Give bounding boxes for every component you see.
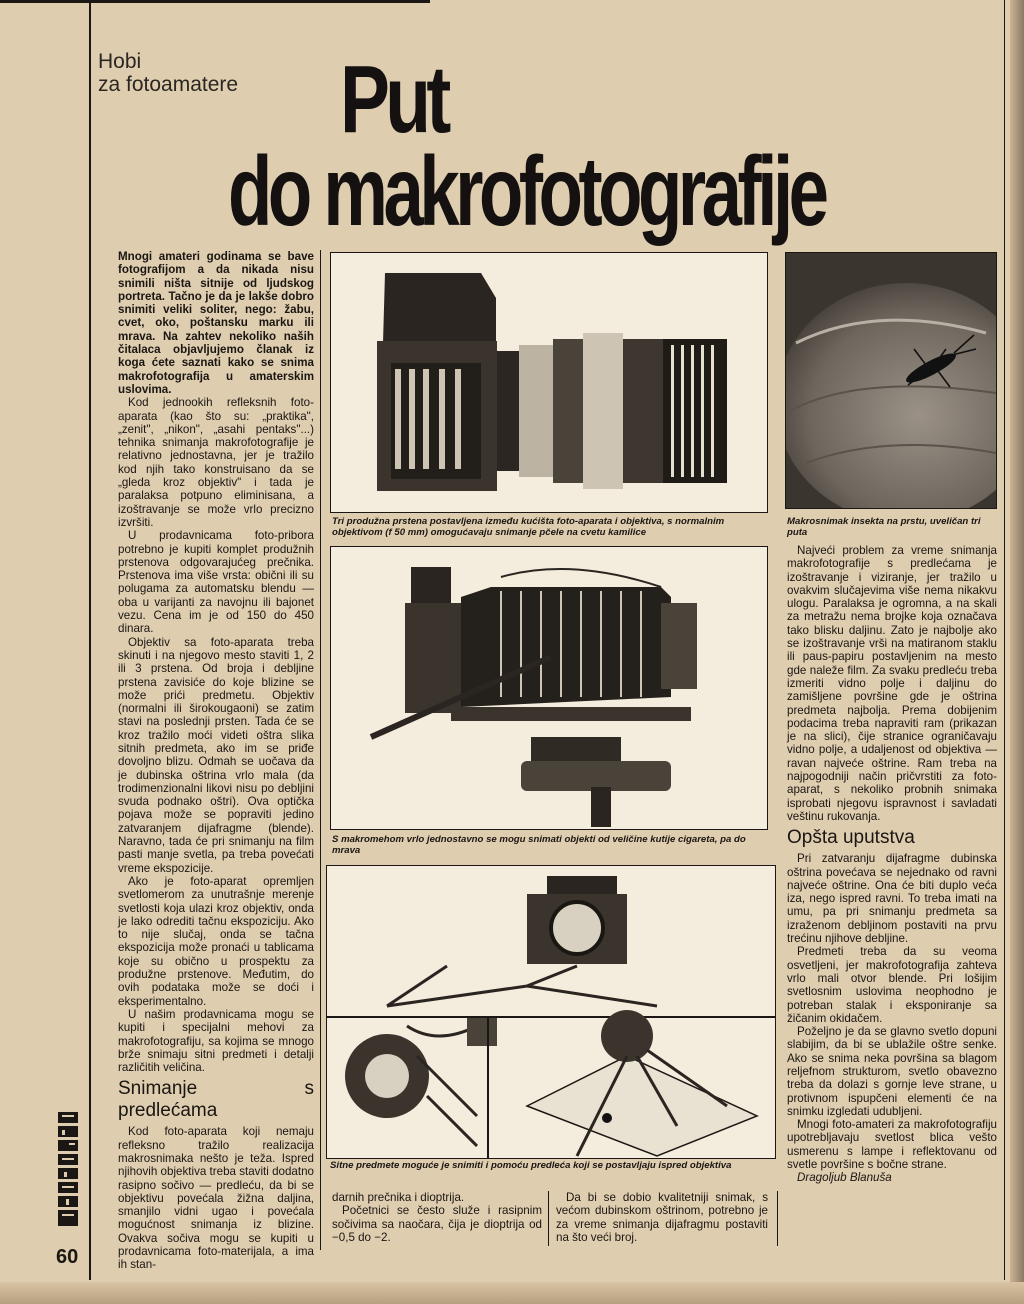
left-margin-rule: [89, 0, 91, 1280]
paragraph: Predmeti treba da su veoma osvetljeni, jer makrofotografija zahteva vrlo mali otvor blende. Pri lošijim svetlosnim uslovima neophodno je potreban stalak i eksponiranje sa žičanim okidačem.: [787, 945, 997, 1025]
photo-extension-rings: [330, 252, 768, 513]
paragraph: Pri zatvaranju dijafragme dubinska oštrina povećava se nejednako od ravni najveće oštrine. Ona će biti duplo veća iza, nego ispred ravni. To treba imati na umu, pa pri snimanju predmeta sa izraženom debljinom postaviti na prvu trećinu njihove debljine.: [787, 852, 997, 946]
subheading-opsta: Opšta uputstva: [787, 827, 915, 849]
caption-photo-1: Tri produžna prstena postavljena između kućišta foto-aparata i objektiva, s normalnim objektivom (f 50 mm) omogućavaju snimanje pčele na cvetu kamilice: [332, 516, 725, 538]
caption-photo-4: Sitne predmete moguće je snimiti i pomoću predleća koji se postavljaju ispred objektiva: [330, 1160, 732, 1171]
column-divider: [777, 1191, 778, 1246]
paragraph: Da bi se dobio kvalitetniji snimak, s većom dubinskom oštrinom, potrebno je za vreme snimanja dijafragmu postaviti na što veći broj.: [556, 1191, 768, 1244]
article-column-3: [556, 1191, 768, 1244]
magazine-logo: [56, 1110, 80, 1230]
section-line-1: Hobi: [98, 50, 142, 73]
paragraph: Ako je foto-aparat opremljen svetlomerom za unutrašnje merenje svetlosti koja ulazi kroz objektiv, onda je lako odrediti tačnu ekspoziciju. Ako to nije slučaj, onda se tačna ekspozicija može pronaći u tablicama koje su obično u prospektu za produžne prstenove. Međutim, do ovih podataka može se doći i eksperimentalno.: [118, 874, 314, 1008]
paragraph: Početnici se često služe i rasipnim sočivima sa naočara, čija je dioptrija od −0,5 do −2.: [332, 1204, 542, 1244]
photo-insect-on-finger: [785, 252, 997, 509]
paragraph: U našim prodavnicama mogu se kupiti i specijalni mehovi za makrofotografiju, sa kojima se mnogo brže snimaju sitni predmeti i detalji različitih veličina.: [118, 1007, 314, 1075]
subheading-snimanje: Snimanje s predlećama: [118, 1078, 314, 1122]
paragraph: Mnogi foto-amateri za makrofotografiju upotrebljavaju svetlost blica vešto usmerenu s lampe i reflektovanu od svetle površine s bočne strane.: [787, 1118, 997, 1172]
paragraph: darnih prečnika i dioptrija.: [332, 1191, 465, 1204]
caption-photo-3: S makromehom vrlo jednostavno se mogu snimati objekti od veličine kutije cigareta, pa do mrava: [332, 834, 746, 856]
headline-line-1: Put: [340, 46, 447, 153]
caption-photo-2: Makrosnimak insekta na prstu, uveličan tri puta: [787, 516, 981, 538]
page-number: 60: [56, 1246, 79, 1268]
headline-line-2: do makrofotografije: [228, 136, 825, 246]
right-margin-rule: [1004, 0, 1005, 1280]
article-column-4: [787, 544, 997, 1185]
top-rule: [0, 0, 430, 3]
author-byline: Dragoljub Blanuša: [797, 1171, 892, 1185]
section-line-2: za fotoamatere: [98, 73, 239, 96]
paragraph: Kod jednookih refleksnih foto-aparata (kao što su: „praktika", „zenit", „nikon", „asahi pentaks"...) tehnika snimanja makrofotografije je relativno jednostavna, jer je tražilo kod njih tako konstruisano da se „gleda kroz objektiv" i tada je paralaksa potpuno eliminisana, a izoštravanje se može vrlo precizno izvršiti.: [118, 396, 314, 529]
article-column-1: [118, 250, 314, 1272]
article-lead: Mnogi amateri godinama se bave fotografijom a da nikada nisu snimili ništa sitnije od ljudskog portreta. Tačno je da je lakše dobro snimiti veliki soliter, nego: žabu, cvet, oko, poštansku marku ili mrava. Na zahtev nekoliko naših čitalaca objavljujemo članak iz koga ćete saznati kako se snima makrofotografija u amaterskim uslovima.: [118, 250, 314, 396]
paragraph: Poželjno je da se glavno svetlo dopuni slabijim, da bi se ublažile oštre senke. Ako se snima neka površina sa blagom reljefnom strukturom, svetlo obavezno treba da dolazi s gornje leve strane, u protivnom ispupčeni elementi će na snimku izgledati udubljeni.: [787, 1025, 997, 1118]
paragraph: Najveći problem za vreme snimanja makrofotografije s predlećama je izoštravanje i viziranje, jer tražilo u ovakvim slučajevima više nema nikakvu ulogu. Paralaksa je ogromna, a na skali za metražu nema brojke koja označava tako blisku daljinu. Zato je najbolje ako se izoštravanje vrši na matiranom staklu ili paus-papiru postavljenim na mesto gde naleže film. Za svaku predleću treba izmeriti vidno polje i daljinu do zamišljene površine gde je oštrina predmeta najbolja. Prema dobijenim podacima treba napraviti ram (prikazan je na slici), čije stranice ograničavaju vidno polje, a udaljenost od objektiva — ravan najveće oštrine. Ram treba na najpogodniji način pričvrstiti za foto-aparat, s nekoliko probnih snimaka isprobati njegovu ispravnost i savladati veštinu rukovanja.: [787, 544, 997, 823]
column-divider: [548, 1191, 549, 1246]
photo-macro-bellows: [330, 546, 768, 830]
page-edge-right: [1010, 0, 1024, 1304]
page-edge-bottom: [0, 1282, 1024, 1304]
column-divider: [320, 250, 321, 1250]
article-column-2: [332, 1191, 542, 1244]
paragraph: Kod foto-aparata koji nemaju refleksno tražilo realizacija makrosnimaka nešto je teža. Ispred njihovih objektiva treba staviti dodatno rasipno sočivo — predleću, da bi se objektivu povećala žižna daljina, smanjilo vidni ugao i povećala mogućnost snimanja iz blizine. Ovakva sočiva mogu se kupiti u prodavnicama foto-materijala, a ima ih stan-: [118, 1125, 314, 1272]
photo-close-up-lenses: [326, 865, 776, 1159]
paragraph: U prodavnicama foto-pribora potrebno je kupiti komplet produžnih prstenova odgovarajućeg prečnika. Prstenova ima više vrsta: obični ili su polugama za automatsku blendu — oba u varijanti za navojnu ili bajonet vezu. Cena im je od 150 do 450 dinara.: [118, 529, 314, 636]
section-label: [98, 50, 238, 96]
paragraph: Objektiv sa foto-aparata treba skinuti i na njegovo mesto staviti 1, 2 ili 3 prstena. Od broja i debljine prstena zavisiće do koje blizine se može prići predmetu. Objektiv (normalni ili širokougaoni) se zatim stavi na poslednji prsten. Tada će se kroz tražilo moći videti oštra slika sitnih predmeta, ako im se priđe dovoljno blizu. Odmah se uočava da je dubinska oštrina vrlo mala (da trodimenzionalni likovi nisu po debljini svuda podnako oštri). Ova optička pojava može se popraviti jedino zatvaranjem dijafragme (blende). Naravno, tada će pri snimanju na film pasti manje svetla, pa treba povećati vreme ekspozicije.: [118, 635, 314, 875]
